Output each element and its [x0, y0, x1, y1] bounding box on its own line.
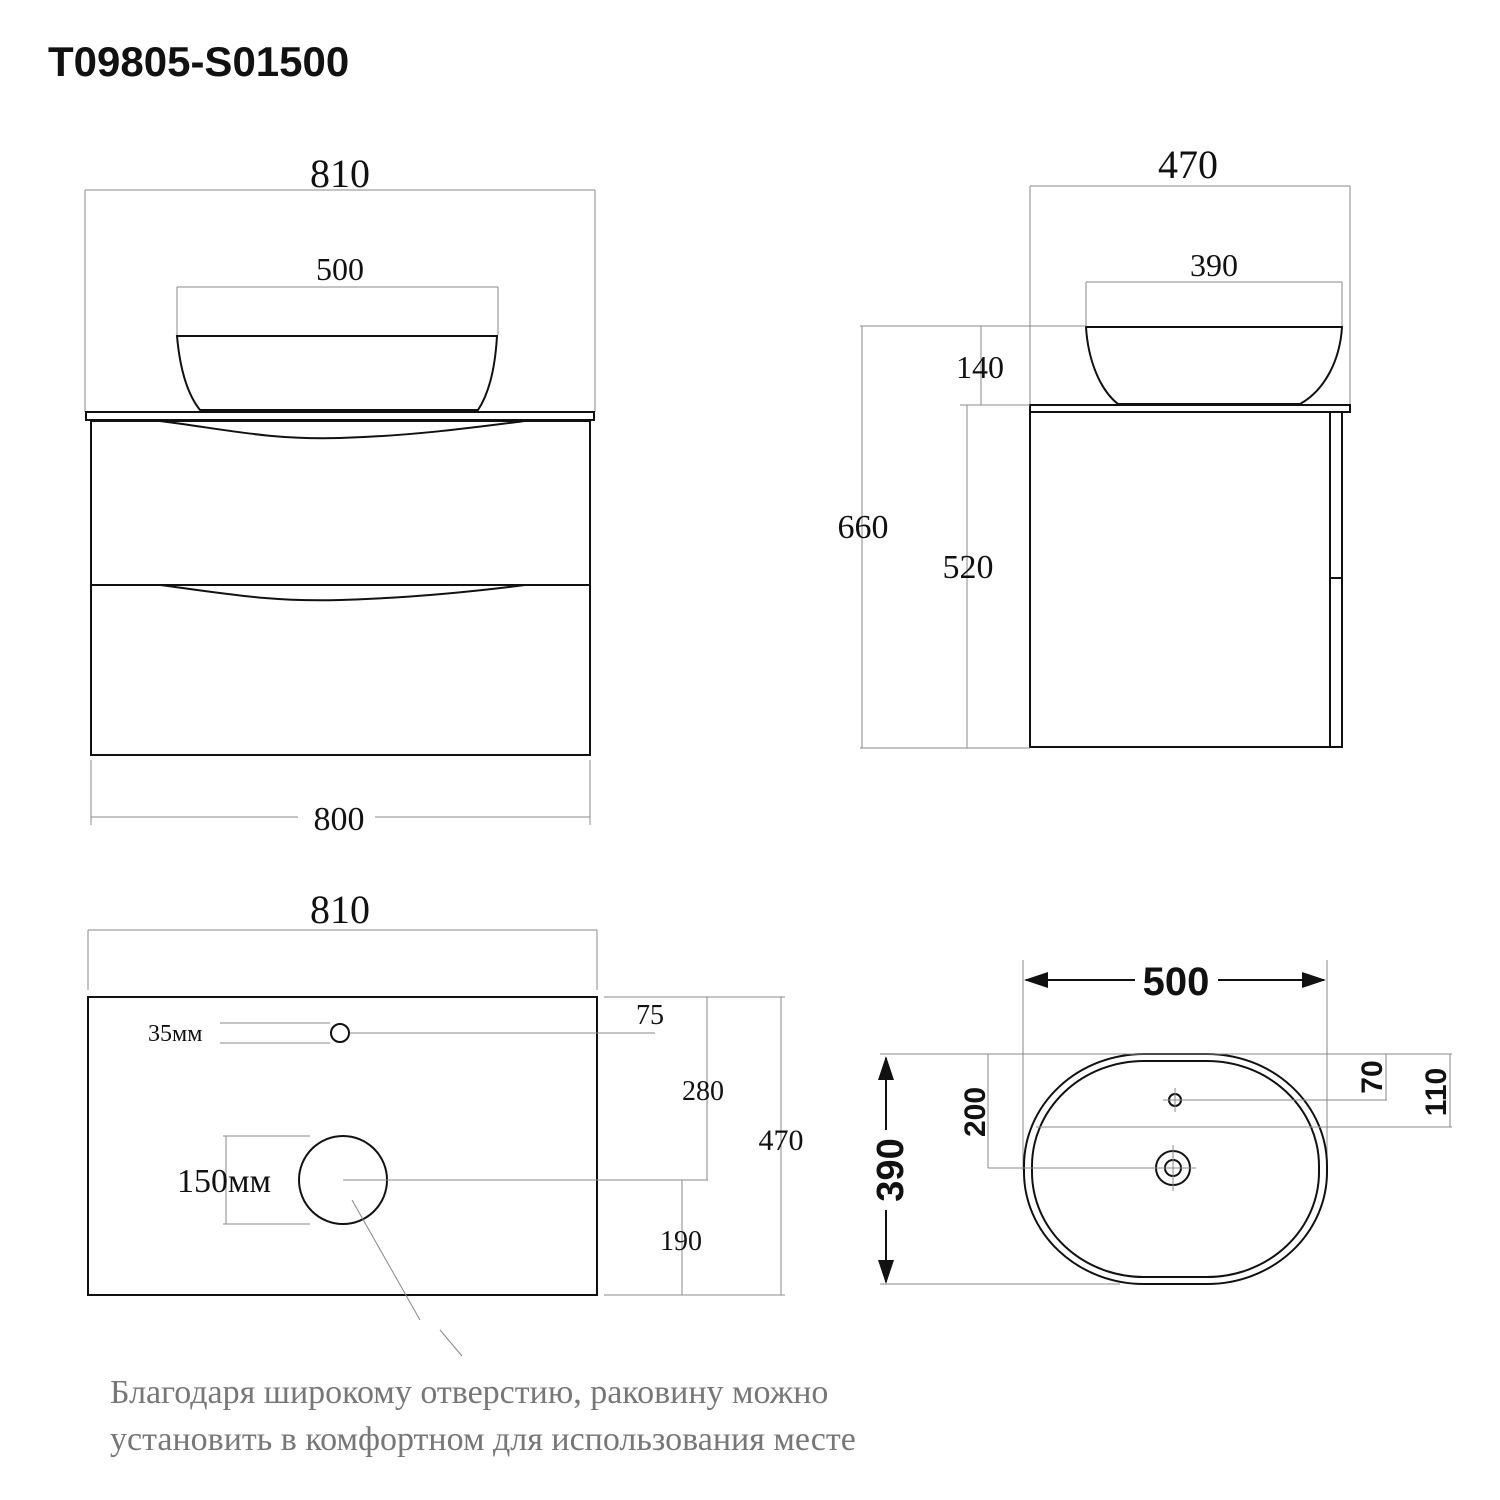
- arrow-head: [1302, 972, 1326, 988]
- dim-label-drain-offset: 200: [959, 1086, 992, 1138]
- drain-hole-label: 150мм: [176, 1163, 272, 1200]
- dim-label-basin-width: 390: [870, 1138, 912, 1202]
- dim-label-total-height: 660: [837, 509, 889, 546]
- side-view: [838, 142, 1351, 748]
- dim-label-cabinet-width: 800: [313, 801, 365, 838]
- dim-label-basin-length: 500: [1142, 960, 1210, 1004]
- tap-hole-label: 35мм: [148, 1021, 203, 1047]
- dim-label-basin-width: 500: [316, 251, 364, 287]
- arrow-head: [878, 1056, 894, 1080]
- dim-label-drain-bottom: 190: [660, 1226, 702, 1257]
- dim-label-tap-offset: 75: [636, 1000, 664, 1031]
- note-line-1: Благодаря широкому отверстию, раковину можно: [110, 1374, 829, 1411]
- basin-side: [1086, 327, 1342, 404]
- dim-label-drain-top: 280: [682, 1076, 724, 1107]
- dim-label-tap-offset-outer: 110: [1420, 1067, 1453, 1117]
- dim-label-cabinet-height: 520: [942, 549, 994, 586]
- model-title: T09805-S01500: [48, 38, 350, 85]
- front-view: [85, 151, 595, 838]
- countertop-front: [86, 412, 594, 420]
- dim-label-plan-depth: 470: [758, 1124, 804, 1157]
- basin-front: [177, 336, 497, 410]
- drawer-handle-top: [160, 421, 525, 438]
- dim-label-basin-height: 140: [956, 349, 1004, 385]
- note-pointer: [352, 1200, 420, 1320]
- dim-label-top-width: 810: [310, 151, 370, 196]
- dim-label-tap-offset: 70: [1356, 1060, 1389, 1094]
- dim-label-top-width: 810: [310, 887, 370, 932]
- dim-label-depth: 470: [1158, 142, 1218, 187]
- arrow-head: [878, 1260, 894, 1284]
- cabinet-front: [91, 421, 590, 755]
- top-view: [88, 887, 804, 1356]
- dim-label-basin-depth: 390: [1190, 247, 1238, 283]
- drawer-handle-bottom: [160, 585, 525, 600]
- note-pointer: [440, 1330, 462, 1356]
- arrow-head: [1024, 972, 1048, 988]
- tap-hole: [331, 1024, 349, 1042]
- basin-plan: [870, 960, 1453, 1284]
- cabinet-side: [1030, 412, 1342, 747]
- countertop-side: [1030, 405, 1350, 412]
- note-line-2: установить в комфортном для использования месте: [110, 1421, 856, 1458]
